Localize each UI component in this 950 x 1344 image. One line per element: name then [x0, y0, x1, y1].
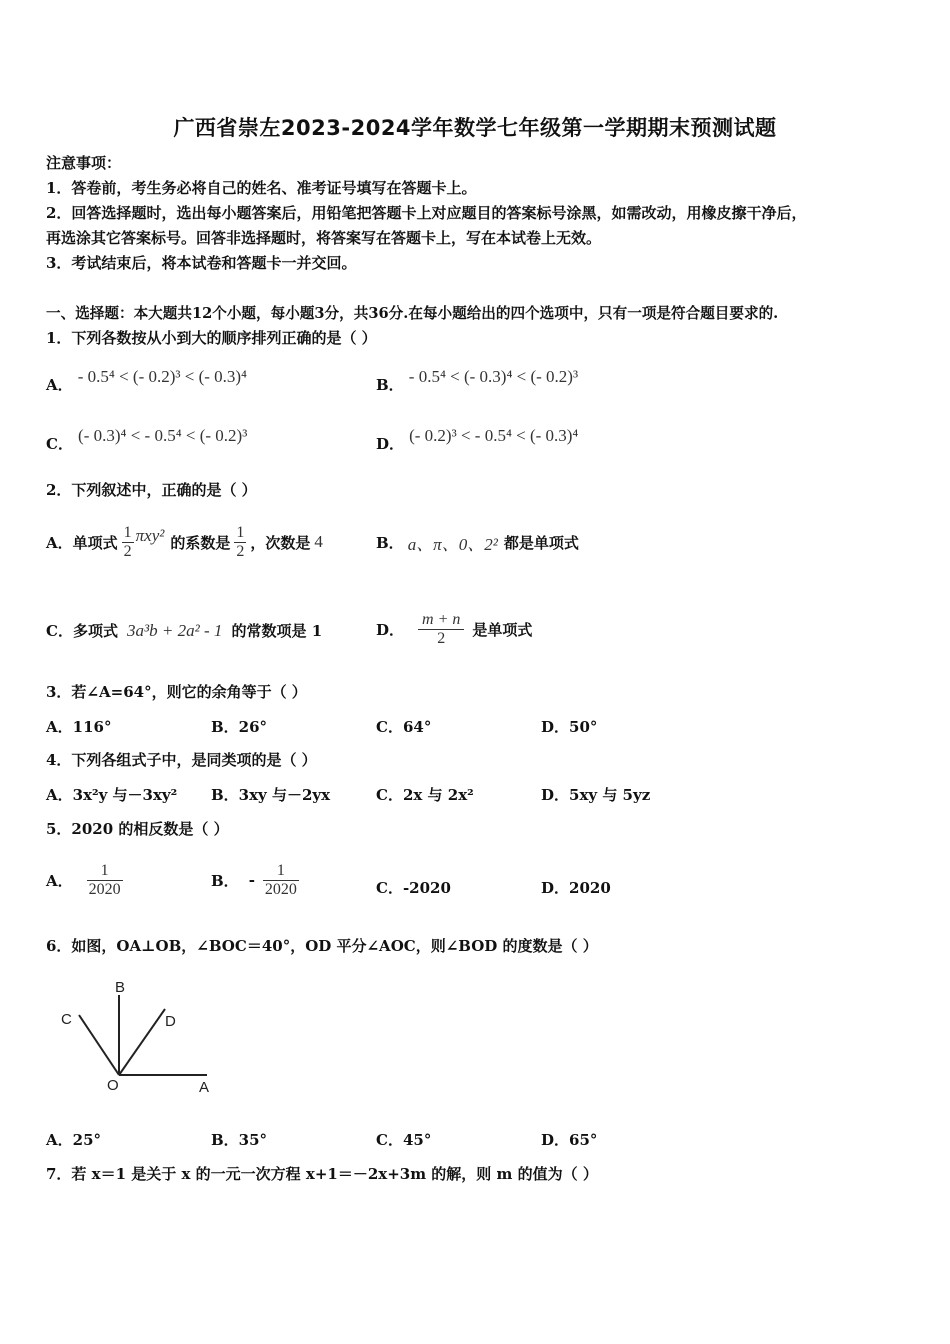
q5-stem: 5．2020 的相反数是（ ） [46, 820, 229, 838]
q2-option-d: D． $\frac{m + n}{2}$ 是单项式 [376, 610, 533, 647]
q1-option-a: A． - 0.5⁴ < (- 0.2)³ < (- 0.3)⁴ [46, 367, 247, 394]
q2-option-c: C．多项式 3a³b + 2a² - 1 的常数项是 1 [46, 621, 323, 640]
q2-a-fraction-2: $\frac{1}{2}$ [236, 523, 245, 560]
q1-option-b-math: - 0.5⁴ < (- 0.3)⁴ < (- 0.2)³ [408, 367, 579, 386]
notice-item-1: 1．答卷前，考生务必将自己的姓名、准考证号填写在答题卡上。 [46, 179, 477, 197]
notice-item-3: 3．考试结束后，将本试卷和答题卡一并交回。 [46, 254, 357, 272]
ray-od [119, 1009, 165, 1075]
q4-option-c: C．2x 与 2x² [376, 786, 474, 804]
q2-d-fraction: $\frac{m + n}{2}$ [418, 611, 464, 648]
q6-figure [55, 975, 220, 1100]
q3-option-a: A．116° [46, 718, 112, 736]
q4-stem: 4．下列各组式子中，是同类项的是（ ） [46, 751, 317, 769]
q6-option-b: B．35° [211, 1131, 268, 1149]
q3-option-d: D．50° [541, 718, 598, 736]
q7-stem: 7．若 x＝1 是关于 x 的一元一次方程 x+1＝－2x+3m 的解，则 m 的值为（ ） [46, 1165, 598, 1183]
q4-option-a: A．3x²y 与－3xy² [46, 786, 178, 804]
q5-b-fraction: $\frac{1}{2020}$ [264, 861, 297, 898]
q5-option-c: C．-2020 [376, 879, 451, 897]
q5-option-d: D．2020 [541, 879, 611, 897]
q2-a-fraction: $\frac{1}{2}$ [123, 523, 132, 560]
q5-option-a: A． $\frac{1}{2020}$ [46, 861, 121, 898]
q2-option-b: B． a、π、0、2² 都是单项式 [376, 533, 579, 554]
q3-option-b: B．26° [211, 718, 268, 736]
q1-option-d-math: (- 0.2)³ < - 0.5⁴ < (- 0.3)⁴ [409, 426, 579, 445]
ray-oc [79, 1015, 119, 1075]
label-a: A [199, 1079, 210, 1096]
q6-option-d: D．65° [541, 1131, 598, 1149]
q3-stem: 3．若∠A=64°，则它的余角等于（ ） [46, 683, 307, 701]
q4-option-d: D．5xy 与 5yz [541, 786, 651, 804]
q1-option-c: C． (- 0.3)⁴ < - 0.5⁴ < (- 0.2)³ [46, 426, 248, 453]
q5-option-b: B． - $\frac{1}{2020}$ [211, 861, 297, 898]
q1-option-b: B． - 0.5⁴ < (- 0.3)⁴ < (- 0.2)³ [376, 367, 579, 394]
section-heading: 一、选择题：本大题共12个小题，每小题3分，共36分.在每小题给出的四个选项中，只有一项是符合题目要求的. [46, 305, 779, 322]
q6-option-a: A．25° [46, 1131, 102, 1149]
q2-stem: 2．下列叙述中，正确的是（ ） [46, 481, 257, 499]
q2-option-a: A．单项式 $\frac{1}{2}$ πxy² 的系数是 $\frac{1}{2}$ ，次数是 4 [46, 523, 323, 560]
q1-option-c-math: (- 0.3)⁴ < - 0.5⁴ < (- 0.2)³ [78, 426, 248, 445]
q1-option-d: D． (- 0.2)³ < - 0.5⁴ < (- 0.3)⁴ [376, 426, 579, 453]
page-title: 广西省崇左2023-2024学年数学七年级第一学期期末预测试题 [173, 116, 777, 140]
q4-option-b: B．3xy 与－2yx [211, 786, 331, 804]
q2-a-term: πxy² [135, 526, 165, 545]
q6-stem: 6．如图，OA⊥OB，∠BOC＝40°，OD 平分∠AOC，则∠BOD 的度数是（ ） [46, 937, 598, 955]
label-c: C [61, 1011, 72, 1028]
label-b: B [115, 979, 126, 996]
notice-item-2b: 再选涂其它答案标号。回答非选择题时，将答案写在答题卡上，写在本试卷上无效。 [46, 229, 602, 247]
q1-option-a-math: - 0.5⁴ < (- 0.2)³ < (- 0.3)⁴ [77, 367, 247, 386]
q3-option-c: C．64° [376, 718, 432, 736]
notice-item-2a: 2．回答选择题时，选出每小题答案后，用铅笔把答题卡上对应题目的答案标号涂黑，如需改动，用橡皮擦干净后， [46, 204, 807, 222]
q1-stem: 1．下列各数按从小到大的顺序排列正确的是（ ） [46, 329, 377, 347]
label-o: O [107, 1077, 119, 1094]
notice-heading: 注意事项： [46, 154, 122, 172]
q6-option-c: C．45° [376, 1131, 432, 1149]
q5-a-fraction: $\frac{1}{2020}$ [88, 861, 121, 898]
label-d: D [165, 1013, 176, 1030]
